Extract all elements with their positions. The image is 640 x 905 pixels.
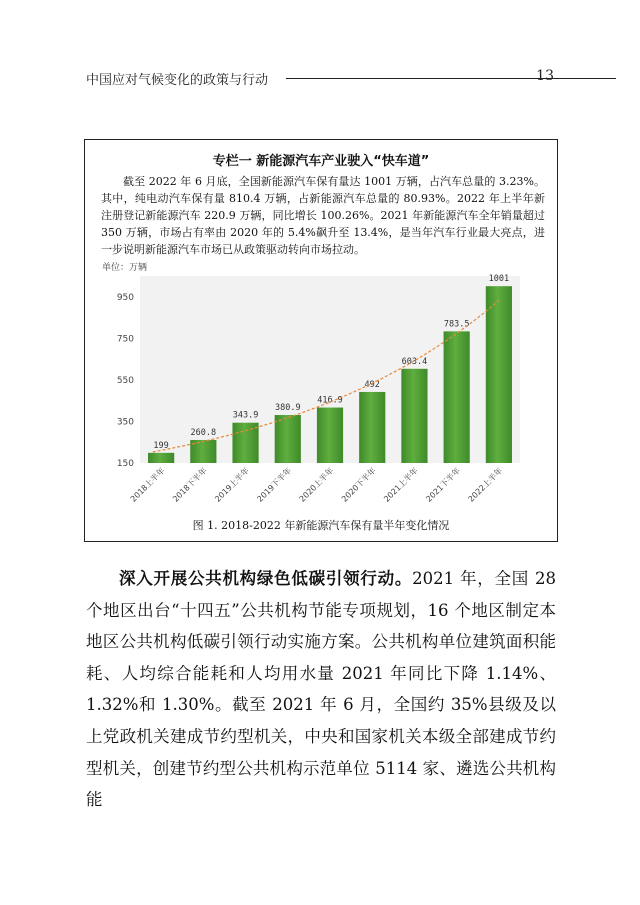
data-label: 260.8	[190, 427, 217, 438]
body-lead: 深入开展公共机构绿色低碳引领行动。	[119, 569, 413, 588]
box-title: 专栏一 新能源汽车产业驶入“快车道”	[212, 154, 430, 169]
box-paragraph-text: 截至 2022 年 6 月底，全国新能源汽车保有量达 1001 万辆，占汽车总量的 3.23%。其中，纯电动汽车保有量 810.4 万辆，占新能源汽车总量的 80.93%。2022 年上半年新注册登记新能源汽车 220.9 万辆，同比增长 100.26%。2021 年新能源汽车全年销量超过 350 万辆，市场占有率由 2020 年的 5.4%飙升至 13.4%，是当年汽车行业最大亮点，进一步说明新能源汽车市场已从政策驱动转向市场拉动。	[101, 175, 545, 256]
x-tick-label: 2021上半年	[382, 466, 420, 504]
data-label: 492	[364, 379, 380, 390]
bar-2020上半年	[317, 408, 343, 463]
body-text	[86, 563, 556, 816]
header-rule	[286, 78, 616, 79]
bar-2022上半年	[486, 286, 512, 463]
ev-ownership-bar-chart	[100, 262, 530, 507]
body-paragraph	[86, 563, 556, 816]
body-paragraph-text: 2021 年，全国 28 个地区出台“十四五”公共机构节能专项规划，16 个地区制定本地区公共机构低碳引领行动实施方案。公共机构单位建筑面积能耗、人均综合能耗和人均用水量 2021 年同比下降 1.14%、1.32%和 1.30%。截至 2021 年 6 月，全国约 35%县级及以上党政机关建成节约型机关，中央和国家机关本级全部建成节约型机关，创建节约型公共机构示范单位 5114 家、遴选公共机构能	[86, 569, 556, 810]
data-label: 603.4	[401, 356, 428, 367]
data-label: 380.9	[274, 403, 301, 414]
y-tick-label: 150	[116, 459, 134, 469]
x-tick-label: 2020下半年	[339, 466, 378, 504]
bar-2019下半年	[275, 415, 301, 463]
bar-2021下半年	[444, 331, 470, 463]
y-tick-label: 750	[116, 334, 134, 345]
page-header	[86, 69, 556, 89]
bar-2019上半年	[232, 423, 258, 463]
page-number: 13	[536, 68, 554, 84]
y-tick-label: 350	[116, 417, 134, 428]
y-tick-label: 950	[116, 292, 134, 303]
data-label: 199	[153, 440, 169, 451]
data-label: 343.9	[232, 410, 259, 421]
x-tick-label: 2021下半年	[424, 466, 463, 504]
bar-2018上半年	[148, 453, 174, 463]
bar-2020下半年	[359, 392, 385, 463]
y-tick-label: 550	[116, 375, 134, 386]
x-tick-label: 2018下半年	[171, 466, 209, 504]
x-tick-label: 2019上半年	[213, 466, 251, 504]
x-tick-label: 2020上半年	[297, 466, 336, 504]
unit-label: 单位：万辆	[102, 263, 148, 273]
data-label: 783.5	[443, 319, 470, 330]
x-tick-label: 2018上半年	[128, 466, 167, 504]
running-title: 中国应对气候变化的政策与行动	[86, 73, 269, 88]
box-paragraph	[101, 173, 545, 258]
data-label: 1001	[488, 274, 510, 285]
x-tick-label: 2019下半年	[255, 466, 294, 504]
data-label: 416.9	[317, 395, 343, 406]
figure-caption: 图 1. 2018-2022 年新能源汽车保有量半年变化情况	[192, 519, 450, 532]
x-tick-label: 2022上半年	[466, 466, 505, 504]
bar-2021上半年	[401, 369, 427, 463]
